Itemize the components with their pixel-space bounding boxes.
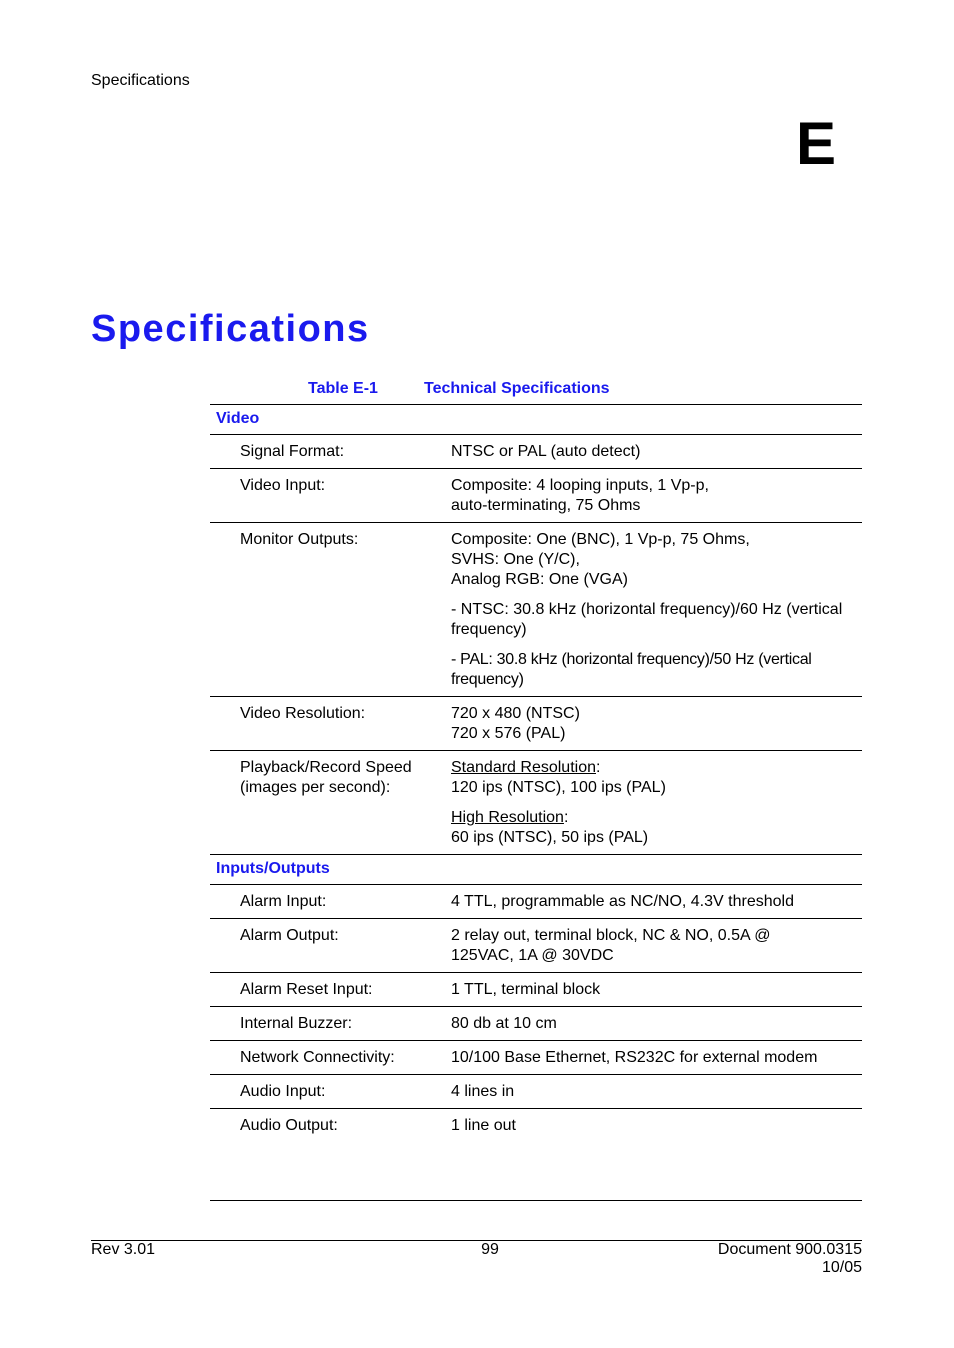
spec-value-line: SVHS: One (Y/C), — [451, 551, 580, 568]
table-row — [210, 1007, 862, 1041]
running-header: Specifications — [91, 72, 190, 89]
page-title: Specifications — [91, 308, 370, 350]
table-row — [210, 469, 862, 523]
spec-value-line: 720 x 576 (PAL) — [451, 725, 566, 742]
table-row — [210, 885, 862, 919]
table-row — [210, 435, 862, 469]
table-row — [210, 751, 862, 855]
spec-value — [451, 751, 862, 855]
spec-value: 4 TTL, programmable as NC/NO, 4.3V threshold — [451, 885, 862, 919]
spec-value — [451, 523, 862, 697]
section-header-video — [210, 405, 862, 435]
table-row — [210, 1109, 862, 1184]
table-caption — [308, 380, 610, 398]
spec-value: NTSC or PAL (auto detect) — [451, 435, 862, 469]
table-row — [210, 1075, 862, 1109]
pal-frequency-note: - PAL: 30.8 kHz (horizontal frequency)/50 Hz (vertical frequency) — [451, 651, 812, 688]
table-row — [210, 1041, 862, 1075]
standard-resolution-block: Standard Resolution: 120 ips (NTSC), 100 ips (PAL) — [451, 759, 666, 796]
spec-value-line: Composite: 4 looping inputs, 1 Vp-p, — [451, 477, 709, 494]
spec-value: 80 db at 10 cm — [451, 1007, 862, 1041]
table-bottom-rule — [210, 1200, 862, 1201]
spec-value — [451, 697, 862, 751]
spec-label: Video Resolution: — [210, 697, 451, 751]
spec-value-line: Analog RGB: One (VGA) — [451, 571, 628, 588]
spec-label: Alarm Input: — [210, 885, 451, 919]
footer-document-number: Document 900.0315 — [717, 1241, 862, 1258]
spec-label-line: (images per second): — [240, 779, 391, 796]
section-title: Inputs/Outputs — [210, 855, 862, 885]
spec-label — [210, 751, 451, 855]
spec-label: Monitor Outputs: — [210, 523, 451, 697]
table-row — [210, 973, 862, 1007]
spec-label: Audio Output: — [210, 1109, 451, 1184]
spec-table — [210, 404, 862, 1183]
spec-value-line: Composite: One (BNC), 1 Vp-p, 75 Ohms, — [451, 531, 750, 548]
spec-value: 1 line out — [451, 1109, 862, 1184]
spec-value — [451, 469, 862, 523]
footer-date: 10/05 — [821, 1259, 862, 1276]
spec-value-line: auto-terminating, 75 Ohms — [451, 497, 641, 514]
spec-label: Video Input: — [210, 469, 451, 523]
section-header-inputs-outputs — [210, 855, 862, 885]
spec-label-line: Playback/Record Speed — [240, 759, 412, 776]
appendix-letter: E — [795, 110, 836, 177]
table-row — [210, 919, 862, 973]
spec-value-paragraph — [451, 530, 856, 590]
spec-label: Alarm Output: — [210, 919, 451, 973]
spec-label: Internal Buzzer: — [210, 1007, 451, 1041]
high-resolution-heading: High Resolution — [451, 809, 564, 826]
table-caption-title: Technical Specifications — [424, 380, 610, 397]
spec-label: Alarm Reset Input: — [210, 973, 451, 1007]
footer-document-info — [718, 1241, 862, 1277]
spec-value-line: 2 relay out, terminal block, NC & NO, 0.5A @ — [451, 927, 771, 944]
table-caption-number: Table E-1 — [308, 380, 378, 397]
spec-value — [451, 919, 862, 973]
spec-label: Audio Input: — [210, 1075, 451, 1109]
ntsc-frequency-note: - NTSC: 30.8 kHz (horizontal frequency)/60 Hz (vertical frequency) — [451, 601, 843, 638]
standard-resolution-value: 120 ips (NTSC), 100 ips (PAL) — [451, 779, 666, 796]
spec-value-line: 125VAC, 1A @ 30VDC — [451, 947, 614, 964]
spec-value: 4 lines in — [451, 1075, 862, 1109]
spec-value-line: 720 x 480 (NTSC) — [451, 705, 580, 722]
spec-value: 10/100 Base Ethernet, RS232C for external modem — [451, 1041, 862, 1075]
section-title: Video — [210, 405, 862, 435]
footer-revision: Rev 3.01 — [91, 1241, 156, 1258]
table-row — [210, 697, 862, 751]
footer-page-number: 99 — [481, 1241, 499, 1258]
high-resolution-value: 60 ips (NTSC), 50 ips (PAL) — [451, 829, 649, 846]
spec-value: 1 TTL, terminal block — [451, 973, 862, 1007]
high-resolution-block: High Resolution: 60 ips (NTSC), 50 ips (PAL) — [451, 809, 649, 846]
spec-label: Signal Format: — [210, 435, 451, 469]
spec-label: Network Connectivity: — [210, 1041, 451, 1075]
table-row — [210, 523, 862, 697]
standard-resolution-heading: Standard Resolution — [451, 759, 596, 776]
